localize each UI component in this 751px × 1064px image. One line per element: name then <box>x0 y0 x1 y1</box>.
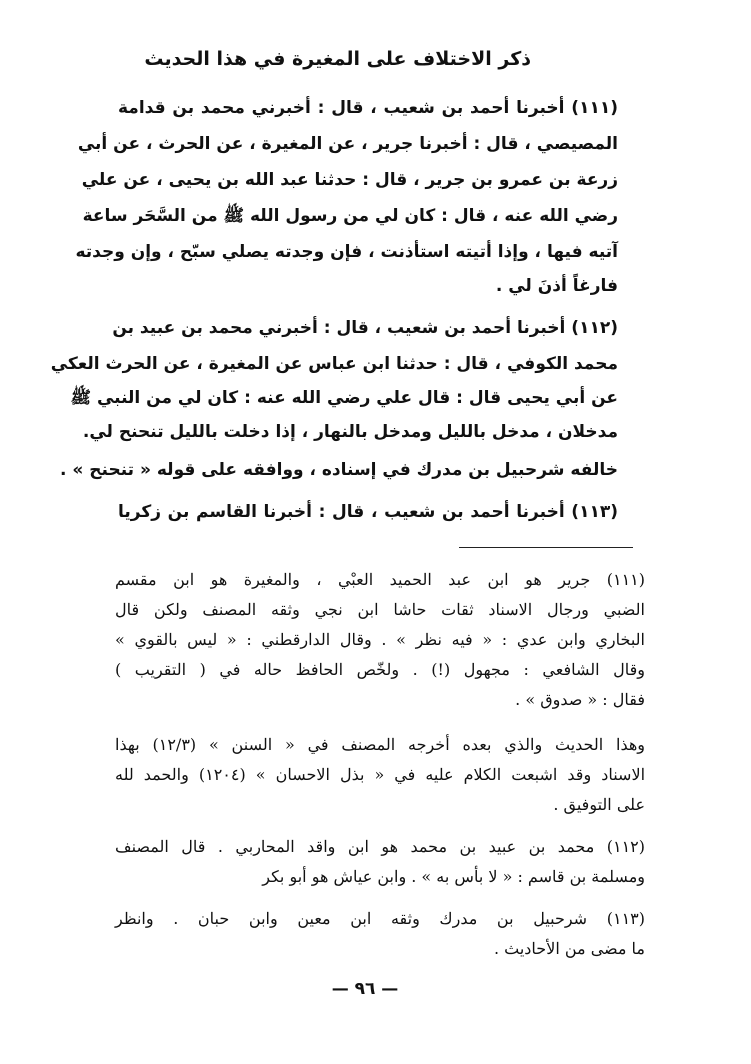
hadith-111-line-5: آتيه فيها ، وإذا أتيته استأذنت ، فإن وجدته يصلي سبّح ، وإن وجدته <box>75 242 618 262</box>
footnote-111-line-2: الضبي ورجال الاسناد ثقات حاشا ابن نجي وثقه المصنف ولكن قال <box>115 600 645 619</box>
hadith-111-line-2: المصيصي ، قال : أخبرنا جرير ، عن المغيرة ، عن الحرث ، عن أبي <box>77 134 618 154</box>
footnote-111b-line-3: على التوفيق . <box>553 795 645 814</box>
hadith-111-line-1: (١١١) أخبرنا أحمد بن شعيب ، قال : أخبرني محمد بن قدامة <box>118 98 618 118</box>
hadith-112-line-3: عن أبي يحيى قال : قال علي رضي الله عنه : كان لي من النبي ﷺ <box>70 388 618 408</box>
hadith-111-line-4: رضي الله عنه ، قال : كان لي من رسول الله ﷺ من السَّحَر ساعة <box>82 206 618 226</box>
footnote-111-line-4: وقال الشافعي : مجهول (!) . ولخّص الحافظ حاله في ( التقريب ) <box>115 660 645 679</box>
footnote-111b-line-2: الاسناد وقد اشبعت الكلام عليه في « بذل الاحسان » (١٢٠٤) والحمد لله <box>115 765 646 784</box>
footnote-111-line-5: فقال : « صدوق » . <box>515 690 645 709</box>
hadith-112-line-4: مدخلان ، مدخل بالليل ومدخل بالنهار ، إذا دخلت بالليل تنحنح لي. <box>82 422 618 442</box>
hadith-112-line-2: محمد الكوفي ، قال : حدثنا ابن عباس عن المغيرة ، عن الحرث العكي <box>50 354 618 374</box>
page-number: — ٩٦ — <box>331 979 399 999</box>
footnote-112-line-2: ومسلمة بن قاسم : « لا بأس به » . وابن عياش هو أبو بكر <box>262 867 645 886</box>
footnote-112-line-1: (١١٢) محمد بن عبيد بن محمد هو ابن واقد المحاربي . قال المصنف <box>115 837 645 856</box>
footnote-111-line-3: البخاري وابن عدي : « فيه نظر » . وقال الدارقطني : « ليس بالقوي » <box>115 630 645 649</box>
footnote-113-line-1: (١١٣) شرحبيل بن مدرك وثقه ابن معين وابن حبان . وانظر <box>115 909 645 928</box>
footnote-111b-line-1: وهذا الحديث والذي بعده أخرجه المصنف في « السنن » (١٢/٣) بهذا <box>115 735 646 754</box>
footnote-separator <box>459 547 633 548</box>
hadith-112-line-1: (١١٢) أخبرنا أحمد بن شعيب ، قال : أخبرني محمد بن عبيد بن <box>112 318 618 338</box>
footnote-111-line-1: (١١١) جرير هو ابن عبد الحميد العبْي ، والمغيرة هو ابن مقسم <box>115 570 645 589</box>
remark-after-112: خالفه شرحبيل بن مدرك في إسناده ، ووافقه على قوله « تنحنح » . <box>60 460 618 480</box>
hadith-111-line-3: زرعة بن عمرو بن جرير ، قال : حدثنا عبد الله بن يحيى ، عن علي <box>81 170 618 190</box>
hadith-111-line-6: فارغاً أذنَ لي . <box>495 276 618 296</box>
page-header-title: ذكر الاختلاف على المغيرة في هذا الحديث <box>144 48 531 70</box>
footnote-113-line-2: ما مضى من الأحاديث . <box>493 939 645 958</box>
hadith-113-line-1: (١١٣) أخبرنا أحمد بن شعيب ، قال : أخبرنا القاسم بن زكريا <box>118 502 618 522</box>
